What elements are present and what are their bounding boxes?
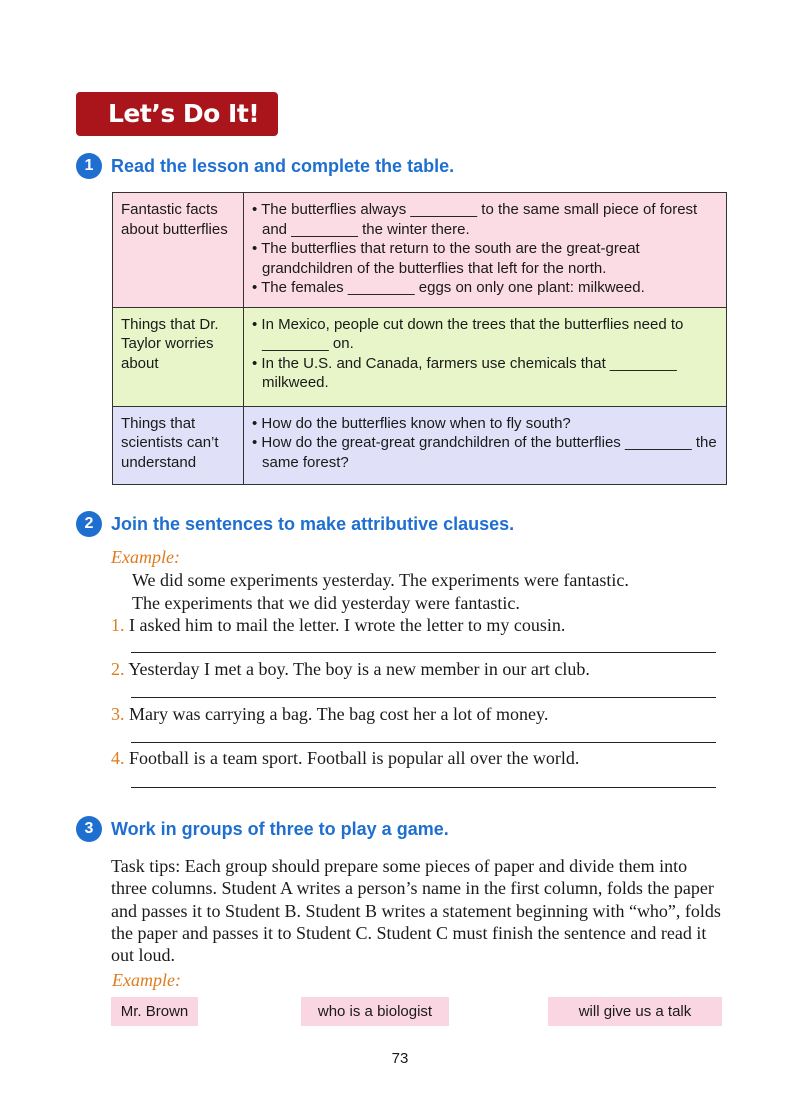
item-number: 3. — [111, 704, 125, 724]
exercise-item-3 — [111, 703, 548, 725]
bullet-text: • How do the great-great grandchildren of the butterflies ________ the same forest? — [252, 434, 717, 471]
bullet-text: • In the U.S. and Canada, farmers use chemicals that ________ milkweed. — [252, 354, 677, 391]
row-category: Things that Dr. Taylor worries about — [113, 307, 244, 406]
page-number: 73 — [391, 1050, 409, 1067]
bullet-text: • The butterflies always ________ to the same small piece of forest and ________ the winter there. — [252, 201, 698, 238]
example-chip-ending: will give us a talk — [548, 997, 722, 1026]
section-2-heading — [76, 510, 514, 538]
row-category: Fantastic facts about butterflies — [113, 193, 244, 308]
section-1-number: 1 — [76, 153, 102, 179]
facts-table — [112, 192, 727, 485]
section-2-number: 2 — [76, 511, 102, 537]
example-sentence: We did some experiments yesterday. The experiments were fantastic. — [132, 570, 629, 590]
example-label: Example: — [112, 970, 181, 990]
table-row — [113, 406, 727, 484]
example-chip-name: Mr. Brown — [111, 997, 198, 1026]
item-number: 1. — [111, 615, 125, 635]
bullet-text: • In Mexico, people cut down the trees that the butterflies need to ________ on. — [252, 315, 684, 352]
answer-line-4[interactable] — [131, 787, 716, 788]
answer-line-2[interactable] — [131, 697, 716, 698]
exercise-item-1 — [111, 614, 565, 636]
item-text: Yesterday I met a boy. The boy is a new member in our art club. — [128, 659, 590, 679]
item-text: Football is a team sport. Football is popular all over the world. — [129, 748, 580, 768]
item-text: I asked him to mail the letter. I wrote the letter to my cousin. — [129, 615, 566, 635]
bullet-text: • The butterflies that return to the south are the great-great grandchildren of the butterflies that left for the north. — [252, 240, 640, 277]
bullet-text: • How do the butterflies know when to fly south? — [252, 414, 571, 432]
row-category: Things that scientists can’t understand — [113, 406, 244, 484]
row-content — [244, 307, 727, 406]
row-content — [244, 193, 727, 308]
section-1-heading — [76, 152, 454, 180]
section-3-title: Work in groups of three to play a game. — [111, 818, 449, 839]
answer-line-3[interactable] — [131, 742, 716, 743]
bullet-text: • The females ________ eggs on only one plant: milkweed. — [252, 279, 645, 296]
lets-do-it-banner: Let’s Do It! — [76, 92, 278, 136]
answer-line-1[interactable] — [131, 652, 716, 653]
task-tips: Task tips: Each group should prepare some pieces of paper and divide them into three columns. Student A writes a person’s name in the first column, folds the paper and passes it to Student B. Student B writes a statement beginning with “who”, folds the paper and passes it to Student C. Student C must finish the sentence and read it out loud. — [111, 856, 721, 966]
item-number: 2. — [111, 659, 125, 679]
example-answer: The experiments that we did yesterday were fantastic. — [132, 593, 520, 613]
row-content — [244, 406, 727, 484]
item-text: Mary was carrying a bag. The bag cost her a lot of money. — [129, 704, 549, 724]
section-2-title: Join the sentences to make attributive clauses. — [111, 513, 515, 534]
example-chip-clause: who is a biologist — [301, 997, 449, 1026]
example-label: Example: — [111, 547, 180, 567]
section-3-heading — [76, 815, 449, 843]
exercise-item-2 — [111, 658, 590, 680]
table-row — [113, 307, 727, 406]
section-3-number: 3 — [76, 816, 102, 842]
table-row — [113, 193, 727, 308]
exercise-item-4 — [111, 747, 579, 769]
item-number: 4. — [111, 748, 125, 768]
section-1-title: Read the lesson and complete the table. — [111, 155, 455, 176]
